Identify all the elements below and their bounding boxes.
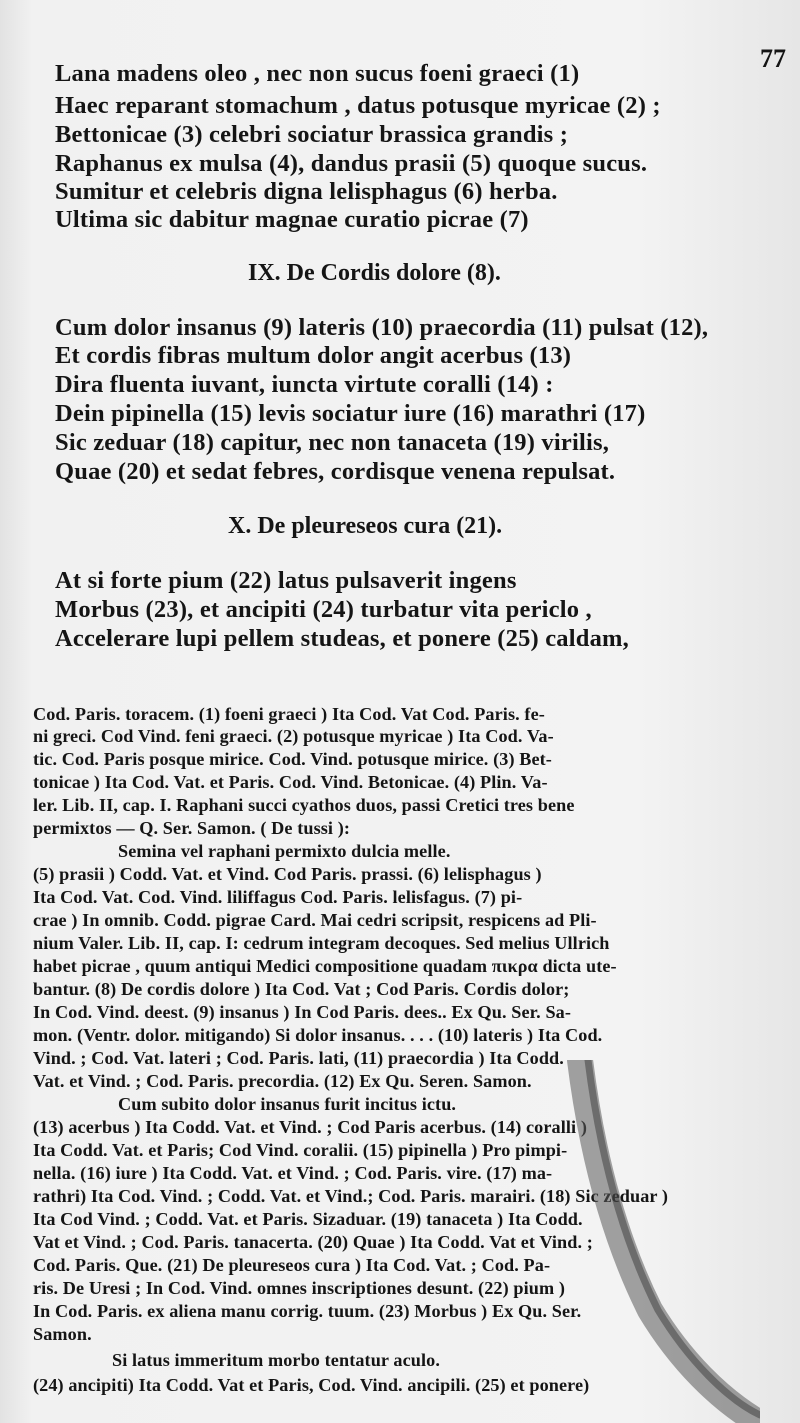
footnote-line: (5) prasii ) Codd. Vat. et Vind. Cod Paris. prassi. (6) lelisphagus ): [33, 864, 542, 884]
footnote-line: In Cod. Paris. ex aliena manu corrig. tuum. (23) Morbus ) Ex Qu. Ser.: [33, 1301, 582, 1321]
verse-line: Morbus (23), et ancipiti (24) turbatur vita periclo ,: [55, 596, 592, 623]
page-number: 77: [760, 44, 786, 73]
footnote-line: Vat. et Vind. ; Cod. Paris. precordia. (12) Ex Qu. Seren. Samon.: [33, 1071, 532, 1091]
verse-line: Sumitur et celebris digna lelisphagus (6) herba.: [55, 178, 558, 205]
section-heading: IX. De Cordis dolore (8).: [248, 260, 501, 286]
footnote-line: Vat et Vind. ; Cod. Paris. tanacerta. (20) Quae ) Ita Codd. Vat et Vind. ;: [33, 1232, 593, 1252]
verse-line: Lana madens oleo , nec non sucus foeni graeci (1): [55, 60, 580, 87]
footnote-line: Cod. Paris. Que. (21) De pleureseos cura ) Ita Cod. Vat. ; Cod. Pa-: [33, 1255, 551, 1275]
footnote-line: crae ) In omnib. Codd. pigrae Card. Mai cedri scripsit, respicens ad Pli-: [33, 910, 597, 930]
footnote-line: (24) ancipiti) Ita Codd. Vat et Paris, Cod. Vind. ancipili. (25) et ponere): [33, 1375, 590, 1395]
footnote-line: permixtos — Q. Ser. Samon. ( De tussi ):: [33, 818, 351, 838]
footnote-quote: Cum subito dolor insanus furit incitus ictu.: [118, 1094, 457, 1114]
footnote-line: Samon.: [33, 1324, 92, 1344]
footnote-line: tonicae ) Ita Cod. Vat. et Paris. Cod. Vind. Betonicae. (4) Plin. Va-: [33, 772, 548, 792]
verse-line: Bettonicae (3) celebri sociatur brassica grandis ;: [55, 121, 569, 148]
footnote-line: bantur. (8) De cordis dolore ) Ita Cod. Vat ; Cod Paris. Cordis dolor;: [33, 979, 570, 999]
footnote-line: Ita Cod Vind. ; Codd. Vat. et Paris. Sizaduar. (19) tanaceta ) Ita Codd.: [33, 1209, 583, 1229]
verse-line: Et cordis fibras multum dolor angit acerbus (13): [55, 342, 572, 369]
verse-line: Sic zeduar (18) capitur, nec non tanaceta (19) virilis,: [55, 429, 610, 456]
verse-line: Accelerare lupi pellem studeas, et ponere (25) caldam,: [55, 625, 629, 652]
footnote-line: ris. De Uresi ; In Cod. Vind. omnes inscriptiones desunt. (22) pium ): [33, 1278, 566, 1298]
verse-line: Haec reparant stomachum , datus potusque myricae (2) ;: [55, 92, 661, 119]
verse-line: Dein pipinella (15) levis sociatur iure (16) marathri (17): [55, 400, 646, 427]
footnote-line: ler. Lib. II, cap. I. Raphani succi cyathos duos, passi Cretici tres bene: [33, 795, 575, 815]
verse-line: Dira fluenta iuvant, iuncta virtute coralli (14) :: [55, 371, 554, 398]
footnote-line: ni greci. Cod Vind. feni graeci. (2) potusque myricae ) Ita Cod. Va-: [33, 726, 554, 746]
footnote-line: rathri) Ita Cod. Vind. ; Codd. Vat. et Vind.; Cod. Paris. marairi. (18) Sic zeduar ): [33, 1186, 669, 1206]
footnote-quote: Si latus immeritum morbo tentatur aculo.: [112, 1350, 440, 1370]
footnote-line: tic. Cod. Paris posque mirice. Cod. Vind. potusque mirice. (3) Bet-: [33, 749, 552, 769]
footnote-line: (13) acerbus ) Ita Codd. Vat. et Vind. ; Cod Paris acerbus. (14) coralli ): [33, 1117, 588, 1137]
verse-line: At si forte pium (22) latus pulsaverit ingens: [55, 567, 517, 594]
section-heading: X. De pleureseos cura (21).: [228, 513, 503, 539]
footnote-line: In Cod. Vind. deest. (9) insanus ) In Cod Paris. dees.. Ex Qu. Ser. Sa-: [33, 1002, 572, 1022]
verse-line: Quae (20) et sedat febres, cordisque venena repulsat.: [55, 458, 616, 485]
verse-line: Raphanus ex mulsa (4), dandus prasii (5) quoque sucus.: [55, 150, 648, 177]
footnote-line: Cod. Paris. toracem. (1) foeni graeci ) Ita Cod. Vat Cod. Paris. fe-: [33, 704, 545, 724]
footnote-line: nium Valer. Lib. II, cap. I: cedrum integram decoques. Sed melius Ullrich: [33, 933, 610, 953]
footnote-line: mon. (Ventr. dolor. mitigando) Si dolor insanus. . . . (10) lateris ) Ita Cod.: [33, 1025, 603, 1045]
footnote-line: Ita Codd. Vat. et Paris; Cod Vind. coralii. (15) pipinella ) Pro pimpi-: [33, 1140, 568, 1160]
footnote-line: Vind. ; Cod. Vat. lateri ; Cod. Paris. lati, (11) praecordia ) Ita Codd.: [33, 1048, 564, 1068]
footnote-line: habet picrae , quum antiqui Medici compositione quadam πικρα dicta ute-: [33, 956, 617, 976]
footnote-quote: Semina vel raphani permixto dulcia melle.: [118, 841, 451, 861]
verse-line: Ultima sic dabitur magnae curatio picrae (7): [55, 206, 529, 233]
footnote-line: nella. (16) iure ) Ita Codd. Vat. et Vind. ; Cod. Paris. vire. (17) ma-: [33, 1163, 553, 1183]
verse-line: Cum dolor insanus (9) lateris (10) praecordia (11) pulsat (12),: [55, 314, 709, 341]
footnote-line: Ita Cod. Vat. Cod. Vind. liliffagus Cod. Paris. lelisfagus. (7) pi-: [33, 887, 523, 907]
